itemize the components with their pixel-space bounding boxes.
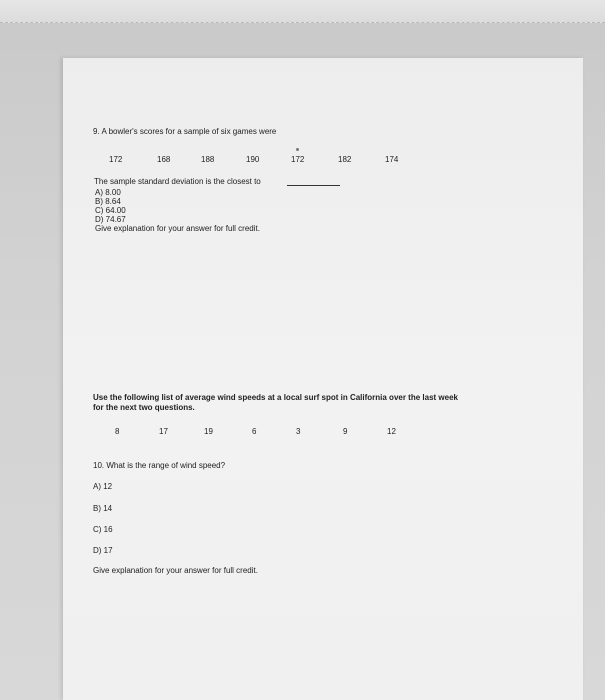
wind-speed-value: 6	[252, 427, 257, 436]
wind-speed-value: 12	[387, 427, 396, 436]
q9-option-a: A) 8.00	[95, 188, 121, 197]
background-page-edge	[0, 0, 605, 23]
paper-speck	[296, 148, 299, 151]
worksheet-page	[63, 58, 583, 700]
q10-option-a: A) 12	[93, 482, 113, 491]
q10-option-d: D) 17	[93, 546, 113, 555]
wind-speed-value: 9	[343, 427, 348, 436]
q9-score: 188	[201, 155, 215, 164]
q9-stem: The sample standard deviation is the closest to	[94, 177, 261, 186]
q9-score: 190	[246, 155, 260, 164]
q9-option-d: D) 74.67	[95, 215, 126, 224]
q9-score: 172	[109, 155, 123, 164]
q10-instruction: Give explanation for your answer for full credit.	[93, 566, 258, 575]
wind-speed-value: 3	[296, 427, 301, 436]
wind-intro-line2: for the next two questions.	[93, 403, 195, 412]
q10-prompt: 10. What is the range of wind speed?	[93, 461, 226, 470]
q9-prompt: 9. A bowler's scores for a sample of six games were	[93, 127, 277, 136]
q9-option-b: B) 8.64	[95, 197, 121, 206]
answer-blank	[287, 185, 340, 186]
q9-instruction: Give explanation for your answer for full credit.	[95, 224, 260, 233]
q9-score: 172	[291, 155, 305, 164]
q10-option-c: C) 16	[93, 525, 113, 534]
wind-speed-value: 19	[204, 427, 213, 436]
q9-option-c: C) 64.00	[95, 206, 126, 215]
q9-score: 168	[157, 155, 171, 164]
q10-option-b: B) 14	[93, 504, 113, 513]
wind-speed-value: 8	[115, 427, 120, 436]
wind-intro-line1: Use the following list of average wind speeds at a local surf spot in California over the last week	[93, 393, 458, 402]
q9-score: 182	[338, 155, 352, 164]
wind-speed-value: 17	[159, 427, 168, 436]
q9-score: 174	[385, 155, 399, 164]
